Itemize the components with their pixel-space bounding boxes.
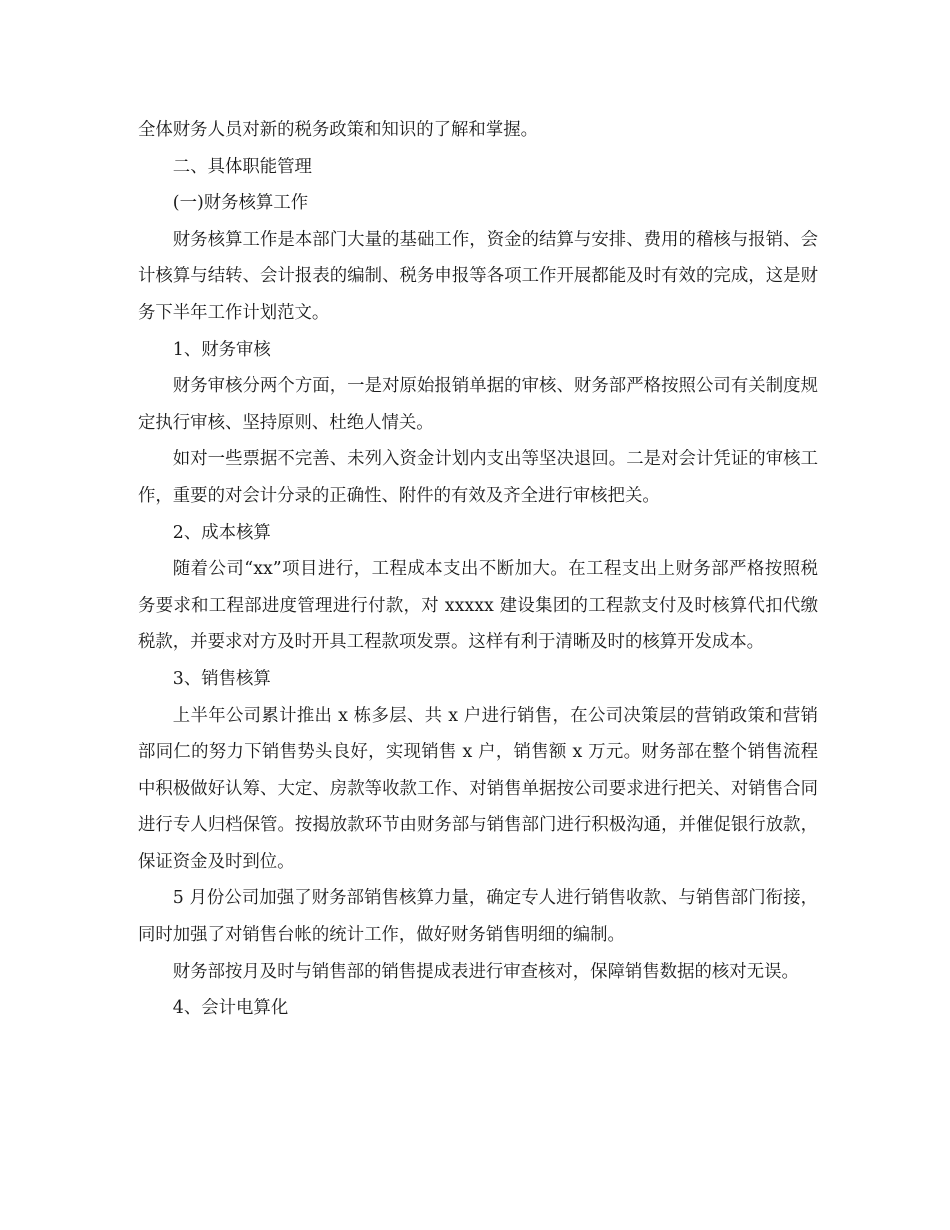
item-heading-accounting-computerization: 4、会计电算化 <box>172 998 289 1019</box>
paragraph-financial-accounting: 财务核算工作是本部门大量的基础工作，资金的结算与安排、费用的稽核与报销、会计核算与结转、会计报表的编制、税务申报等各项工作开展都能及时有效的完成，这是财务下半年工作计划范文。 <box>138 229 818 323</box>
item-heading-cost-accounting: 2、成本核算 <box>172 522 271 543</box>
paragraph-cost-accounting: 随着公司“xx”项目进行，工程成本支出不断加大。在工程支出上财务部严格按照税务要求和工程部进度管理进行付款，对 xxxxx 建设集团的工程款支付及时核算代扣代缴税款，并要求对方及时开具工程款项发票。这样有利于清晰及时的核算开发成本。 <box>138 559 818 653</box>
document-body <box>138 112 818 1027</box>
paragraph-may-sales: 5 月份公司加强了财务部销售核算力量，确定专人进行销售收款、与销售部门衔接，同时加强了对销售台帐的统计工作，做好财务销售明细的编制。 <box>138 888 818 946</box>
item-heading-sales-accounting: 3、销售核算 <box>172 668 271 689</box>
subsection-heading-financial-accounting: (一)财务核算工作 <box>172 193 309 214</box>
paragraph-monthly-check: 财务部按月及时与销售部的销售提成表进行审查核对，保障销售数据的核对无误。 <box>172 961 799 982</box>
paragraph-voucher-audit: 如对一些票据不完善、未列入资金计划内支出等坚决退回。二是对会计凭证的审核工作，重要的对会计分录的正确性、附件的有效及齐全进行审核把关。 <box>138 449 818 506</box>
section-heading-functional-management: 二、具体职能管理 <box>172 156 312 177</box>
paragraph-audit-aspects: 财务审核分两个方面，一是对原始报销单据的审核、财务部严格按照公司有关制度规定执行审核、坚持原则、杜绝人情关。 <box>138 376 818 433</box>
item-heading-financial-audit: 1、财务审核 <box>172 339 271 360</box>
paragraph-sales-accounting: 上半年公司累计推出 x 栋多层、共 x 户进行销售，在公司决策层的营销政策和营销部同仁的努力下销售势头良好，实现销售 x 户，销售额 x 万元。财务部在整个销售流程中积极做好认筹、大定、房款等收款工作、对销售单据按公司要求进行把关、对销售合同进行专人归档保管。按揭放款环节由财务部与销售部门进行积极沟通，并催促银行放款，保证资金及时到位。 <box>138 705 818 872</box>
paragraph-continuation: 全体财务人员对新的税务政策和知识的了解和掌握。 <box>138 120 538 140</box>
